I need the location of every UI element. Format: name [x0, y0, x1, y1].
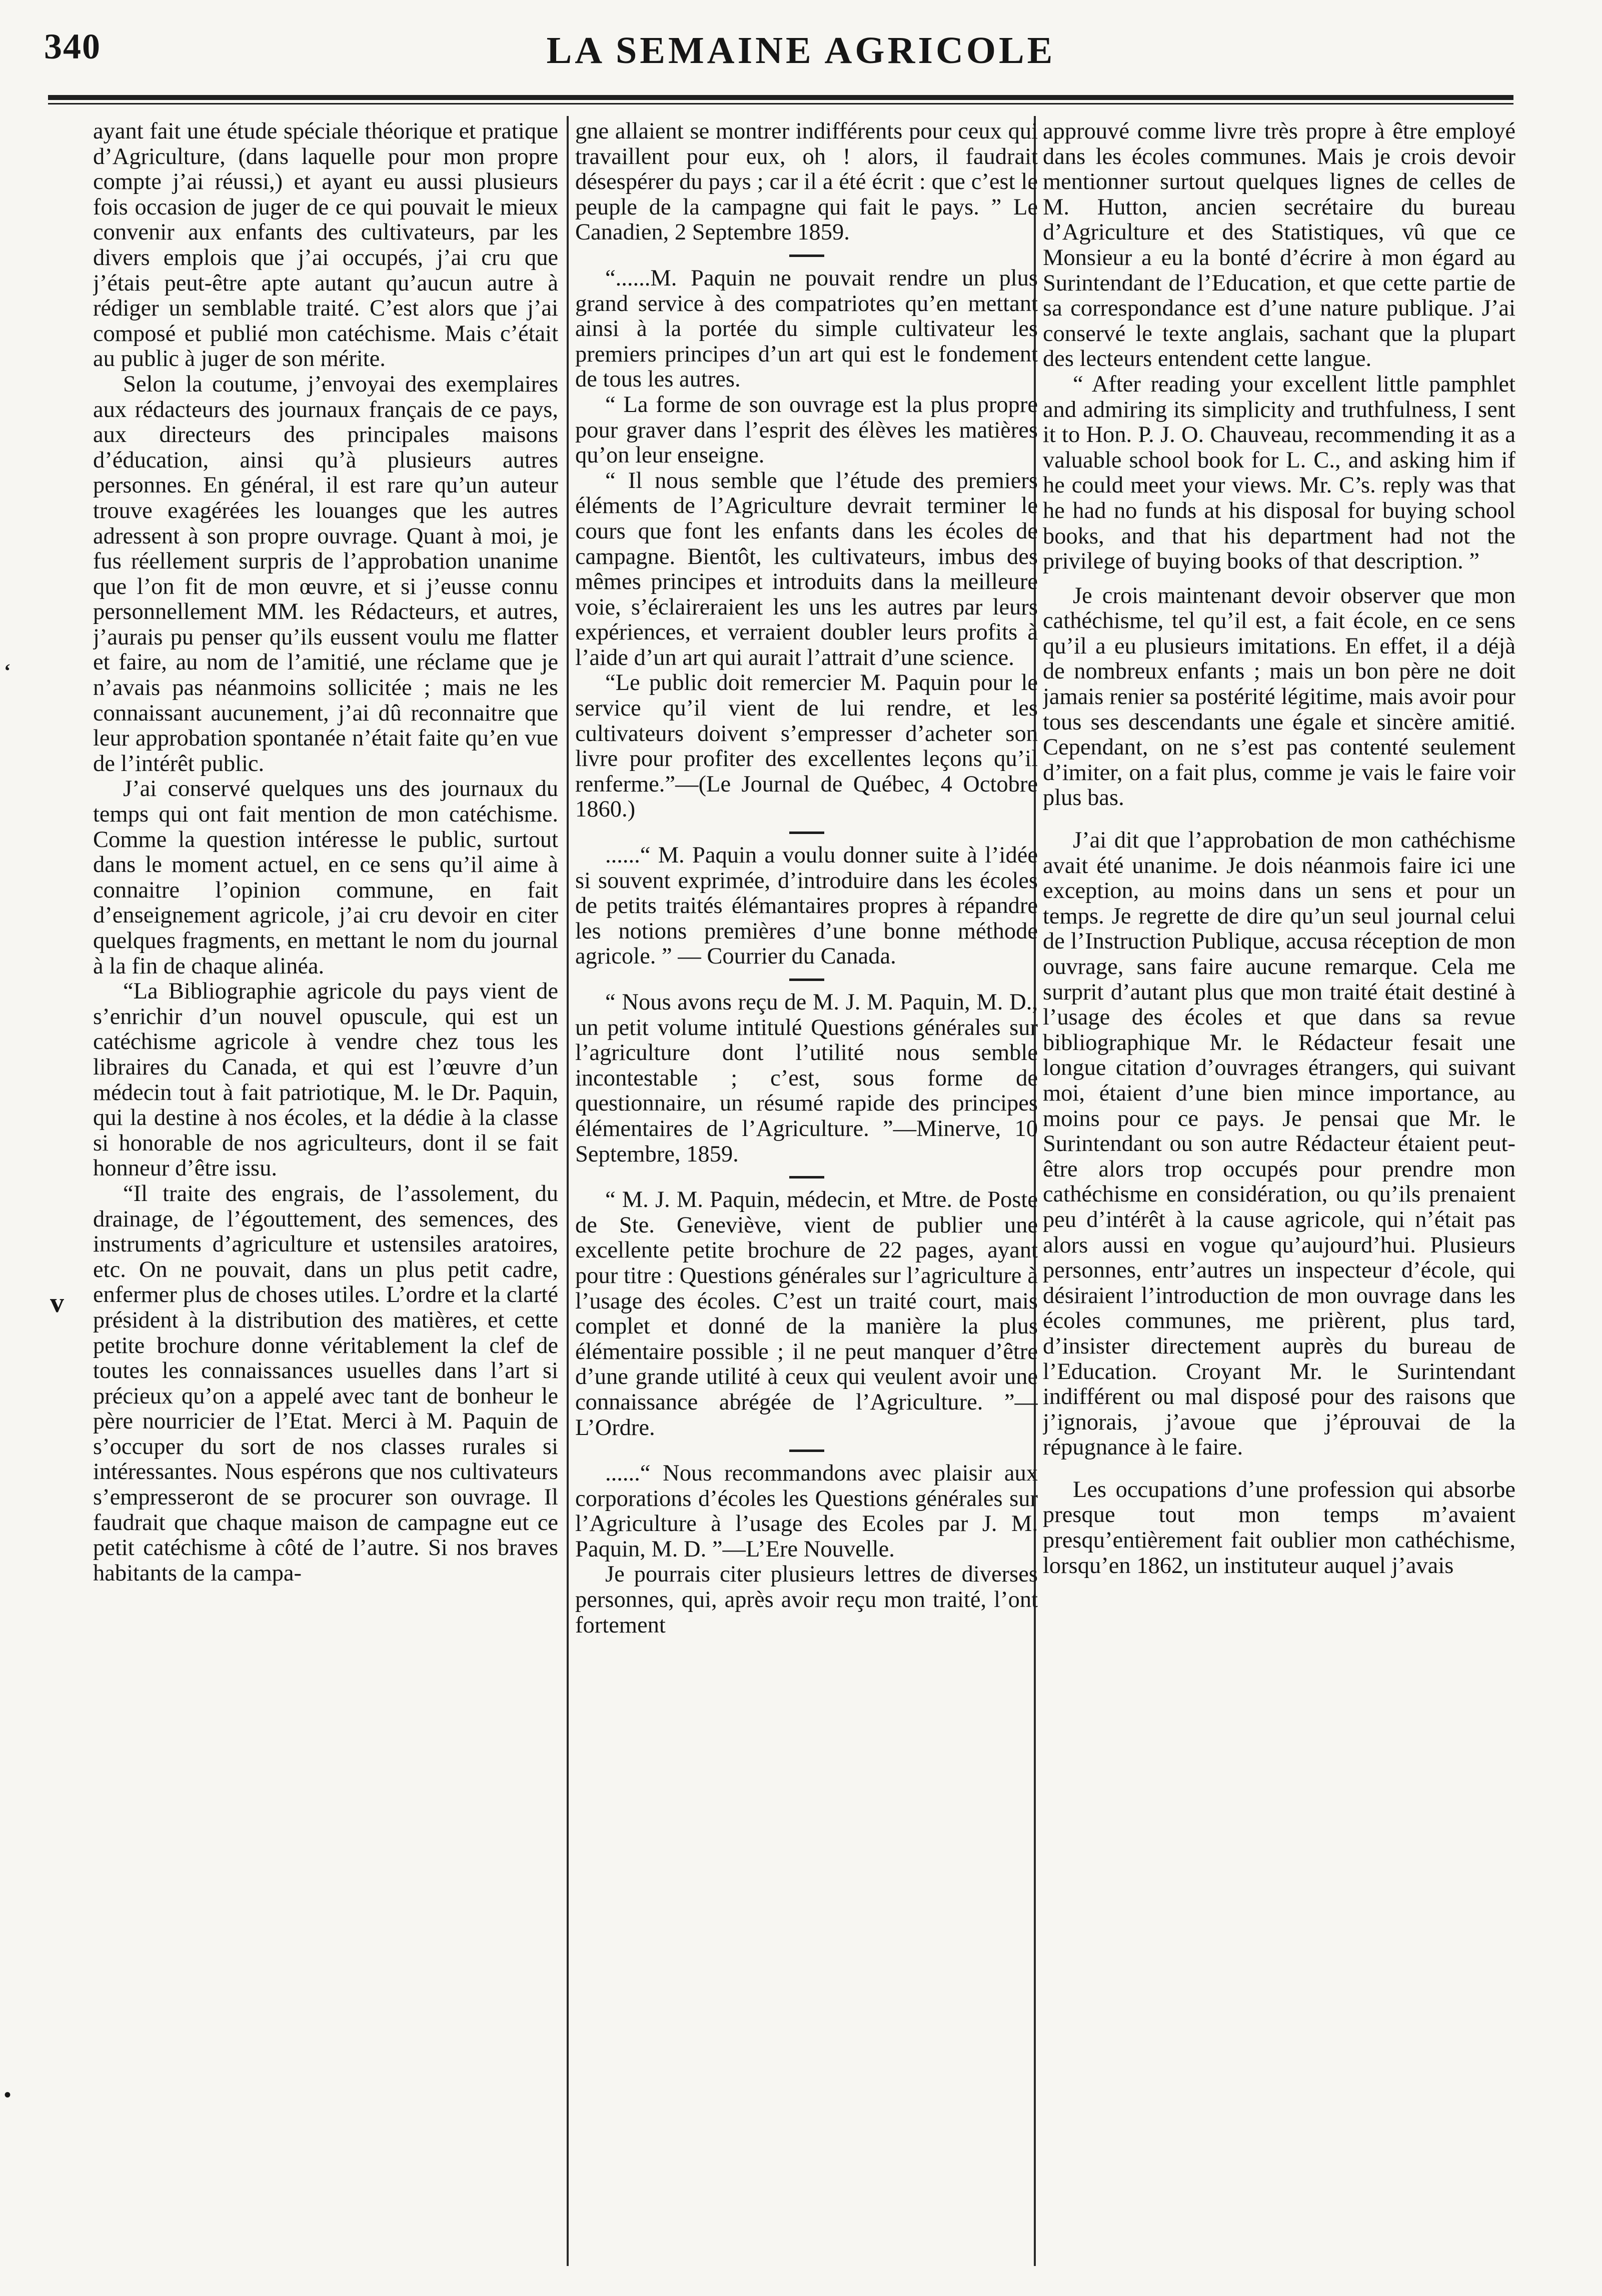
header-rule — [48, 95, 1513, 100]
paragraph: J’ai dit que l’approbation de mon cathéchisme avait été unanime. Je dois néanmois faire ici une exception, au moins dans un sens et pour un temps. Je regrette de dire qu’un seul journal celui de l’Instruction Publique, accusa réception de mon ouvrage, sans faire aucune remarque. Cela me surprit d’autant plus que mon traité était destiné à l’usage des écoles et que dans sa revue bibliographique Mr. le Rédacteur fesait une longue citation d’ouvrages étrangers, qui suivant moi, étaient d’une bien mince importance, au moins pour ce pays. Je pensai que Mr. le Surintendant ou son autre Rédacteur étaient peut-être alors trop occupés pour prendre mon cathéchisme en considération, ou qu’ils prenaient peu d’intérêt à la cause agricole, qui n’était pas alors aussi en vogue qu’aujourd’hui. Plusieurs personnes, entr’autres un inspecteur d’école, qui désiraient l’introduction de mon ouvrage dans les écoles communes, me prièrent, plus tard, d’insister directement auprès du bureau de l’Education. Croyant Mr. le Surintendant indifférent ou mal disposé pour des raisons que j’ignorais, j’avoue que j’éprouvai de la répugnance à le faire. — [1043, 828, 1515, 1460]
separator-dash — [789, 832, 824, 834]
quoted-paragraph: “Le public doit remercier M. Paquin pour le service qu’il vient de lui rendre, et les cultivateurs doivent s’empresser d’acheter son livre pour profiter des excellentes leçons qu’il renferme.”—(Le Journal de Québec, 4 Octobre 1860.) — [575, 670, 1038, 822]
paragraph: approuvé comme livre très propre à être employé dans les écoles communes. Mais je crois devoir mentionner surtout quelques lignes de celles de M. Hutton, ancien secrétaire du bureau d’Agriculture et des Statistiques, vû que ce Monsieur a eu la bonté d’écrire à mon égard au Surintendant de l’Education, et que cette partie de sa correspondance est d’une nature publique. J’ai conservé le texte anglais, sachant que la plupart des lecteurs entendent cette langue. — [1043, 119, 1515, 372]
paragraph: Selon la coutume, j’envoyai des exemplaires aux rédacteurs des journaux français de ce pays, aux directeurs des principales maisons d’éducation, ainsi qu’à plusieurs autres personnes. En général, il est rare qu’un auteur trouve exagérées les louanges que les autres adressent à son propre ouvrage. Quant à moi, je fus réellement surpris de l’approbation unanime que l’on fit de mon œuvre, et si j’eusse connu personnellement MM. les Rédacteurs, et autres, j’aurais pu penser qu’ils eussent voulu me flatter et faire, au nom de l’amitié, une réclame que je n’avais pas néanmoins sollicitée ; mais ne les connaissant aucunement, j’ai dû reconnaitre que leur approbation spontanée n’était faite qu’en vue de l’intérêt public. — [93, 371, 558, 776]
separator-dash — [789, 1450, 824, 1452]
paragraph: ayant fait une étude spéciale théorique et pratique d’Agriculture, (dans laquelle pour mon propre compte j’ai réussi,) et ayant eu aussi plusieurs fois occasion de juger de ce qui pouvait le mieux convenir aux enfants des cultivateurs, par les divers emplois que j’ai occupés, j’ai cru que j’étais peut-être apte autant qu’aucun autre à rédiger un semblable traité. C’est alors que j’ai composé et publié mon catéchisme. Mais c’était au public à juger de son mérite. — [93, 119, 558, 372]
text-column-3 — [1043, 119, 1515, 2259]
quoted-paragraph: ......“ M. Paquin a voulu donner suite à l’idée si souvent exprimée, d’introduire dans les écoles de petits traités élémantaires propres à répandre les notions premières d’une bonne méthode agricole. ” — Courrier du Canada. — [575, 842, 1038, 970]
separator-dash — [789, 254, 824, 257]
quoted-paragraph: ......“ Nous recommandons avec plaisir aux corporations d’écoles les Questions générales sur l’Agriculture à l’usage des Ecoles par J. M. Paquin, M. D. ”—L’Ere Nouvelle. — [575, 1460, 1038, 1562]
quoted-paragraph: “......M. Paquin ne pouvait rendre un plus grand service à des compatriotes qu’en mettant ainsi à la portée du simple cultivateur les premiers principes d’un art qui est le fondement de tous les autres. — [575, 265, 1038, 392]
paragraph: Je pourrais citer plusieurs lettres de diverses personnes, qui, après avoir reçu mon traité, l’ont fortement — [575, 1562, 1038, 1638]
paragraph: J’ai conservé quelques uns des journaux du temps qui ont fait mention de mon catéchisme. Comme la question intéresse le public, surtout dans le moment actuel, en ce sens qu’il aime à connaitre l’opinion commune, en fait d’enseignement agricole, j’ai cru devoir en citer quelques fragments, en mettant le nom du journal à la fin de chaque alinéa. — [93, 776, 558, 979]
header-rule-thin — [48, 103, 1513, 104]
separator-dash — [789, 978, 824, 981]
text-column-2 — [575, 119, 1038, 2259]
paragraph: Les occupations d’une profession qui absorbe presque tout mon temps m’avaient presqu’entièrement fait oublier mon cathéchisme, lorsqu’en 1862, un instituteur auquel j’avais — [1043, 1476, 1515, 1578]
quoted-paragraph: “La Bibliographie agricole du pays vient de s’enrichir d’un nouvel opuscule, qui est un catéchisme agricole à vendre chez tous les libraires du Canada, et qui est l’œuvre d’un médecin tout à fait patriotique, M. le Dr. Paquin, qui la destine à nos écoles, et la dédie à la classe si honorable de nos agriculteurs, dont il se fait honneur d’être issu. — [93, 978, 558, 1182]
column-divider — [567, 116, 569, 2266]
quoted-paragraph: “ Nous avons reçu de M. J. M. Paquin, M. D., un petit volume intitulé Questions générales sur l’agriculture dont l’utilité nous semble incontestable ; c’est, sous forme de questionnaire, un résumé rapide des principes élémentaires de l’Agriculture. ”—Minerve, 10 Septembre, 1859. — [575, 990, 1038, 1167]
running-head: LA SEMAINE AGRICOLE — [546, 30, 1056, 72]
margin-mark: v — [50, 1288, 64, 1318]
separator-dash — [789, 1176, 824, 1178]
page-number: 340 — [44, 26, 101, 66]
quoted-paragraph: “Il traite des engrais, de l’assolement, du drainage, de l’égouttement, des semences, des instruments d’agriculture et ustensiles aratoires, etc. On ne pouvait, dans un plus petit cadre, enfermer plus de choses utiles. L’ordre et la clarté président à la distribution des matières, et cette petite brochure donne véritablement la clef de toutes les connaissances usuelles dans l’art si précieux qu’on a appelé avec tant de bonheur le père nourricier de l’Etat. Merci à M. Paquin de s’occuper du sort de nos classes rurales si intéressantes. Nous espérons que nos cultivateurs s’empresseront de se procurer son ouvrage. Il faudrait que chaque maison de campagne eut ce petit catéchisme à côté de l’autre. Si nos braves habitants de la campa- — [93, 1180, 558, 1586]
text-column-1 — [93, 119, 558, 2259]
quoted-paragraph: “ Il nous semble que l’étude des premiers éléments de l’Agriculture devrait terminer le cours que font les enfants dans les écoles de campagne. Bientôt, les cultivateurs, imbus des mêmes principes et introduits dans la meilleure voie, s’éclaireraient les uns les autres par leurs expériences, et verraient doubler leurs profits à l’aide d’un art qui aurait l’attrait d’une science. — [575, 468, 1038, 670]
quoted-paragraph: “ La forme de son ouvrage est la plus propre pour graver dans l’esprit des élèves les matières qu’on leur enseigne. — [575, 392, 1038, 468]
quoted-paragraph: “ After reading your excellent little pamphlet and admiring its simplicity and truthfulness, I sent it to Hon. P. J. O. Chauveau, recommending it as a valuable school book for L. C., and asking him if he could meet your views. Mr. C’s. reply was that he had no funds at his disposal for buying school books, and that his department had not the privilege of buying books of that description. ” — [1043, 371, 1515, 574]
margin-mark: • — [4, 2084, 12, 2106]
quoted-paragraph: “ M. J. M. Paquin, médecin, et Mtre. de Poste de Ste. Geneviève, vient de publier une excellente petite brochure de 22 pages, ayant pour titre : Questions générales sur l’agriculture à l’usage des écoles. C’est un traité court, mais complet et donné de la manière la plus élémentaire possible ; il ne peut manquer d’être d’une grande utilité à ceux qui veulent avoir une connaissance abrégée de l’Agriculture. ”—L’Ordre. — [575, 1187, 1038, 1440]
paragraph: gne allaient se montrer indifférents pour ceux qui travaillent pour eux, oh ! alors, il faudrait désespérer du pays ; car il a été écrit : que c’est le peuple de la campagne qui fait le pays. ” Le Canadien, 2 Septembre 1859. — [575, 119, 1038, 246]
margin-mark: ‘ — [4, 660, 11, 682]
paragraph: Je crois maintenant devoir observer que mon cathéchisme, tel qu’il est, a fait école, en ce sens qu’il a eu plusieurs imitations. En effet, il a déjà de nombreux enfants ; mais un bon père ne doit jamais renier sa postérité légitime, mais avoir pour tous ses descendants une égale et sincère amitié. Cependant, on ne s’est pas contenté seulement d’imiter, on a fait plus, comme je vais le faire voir plus bas. — [1043, 582, 1515, 811]
